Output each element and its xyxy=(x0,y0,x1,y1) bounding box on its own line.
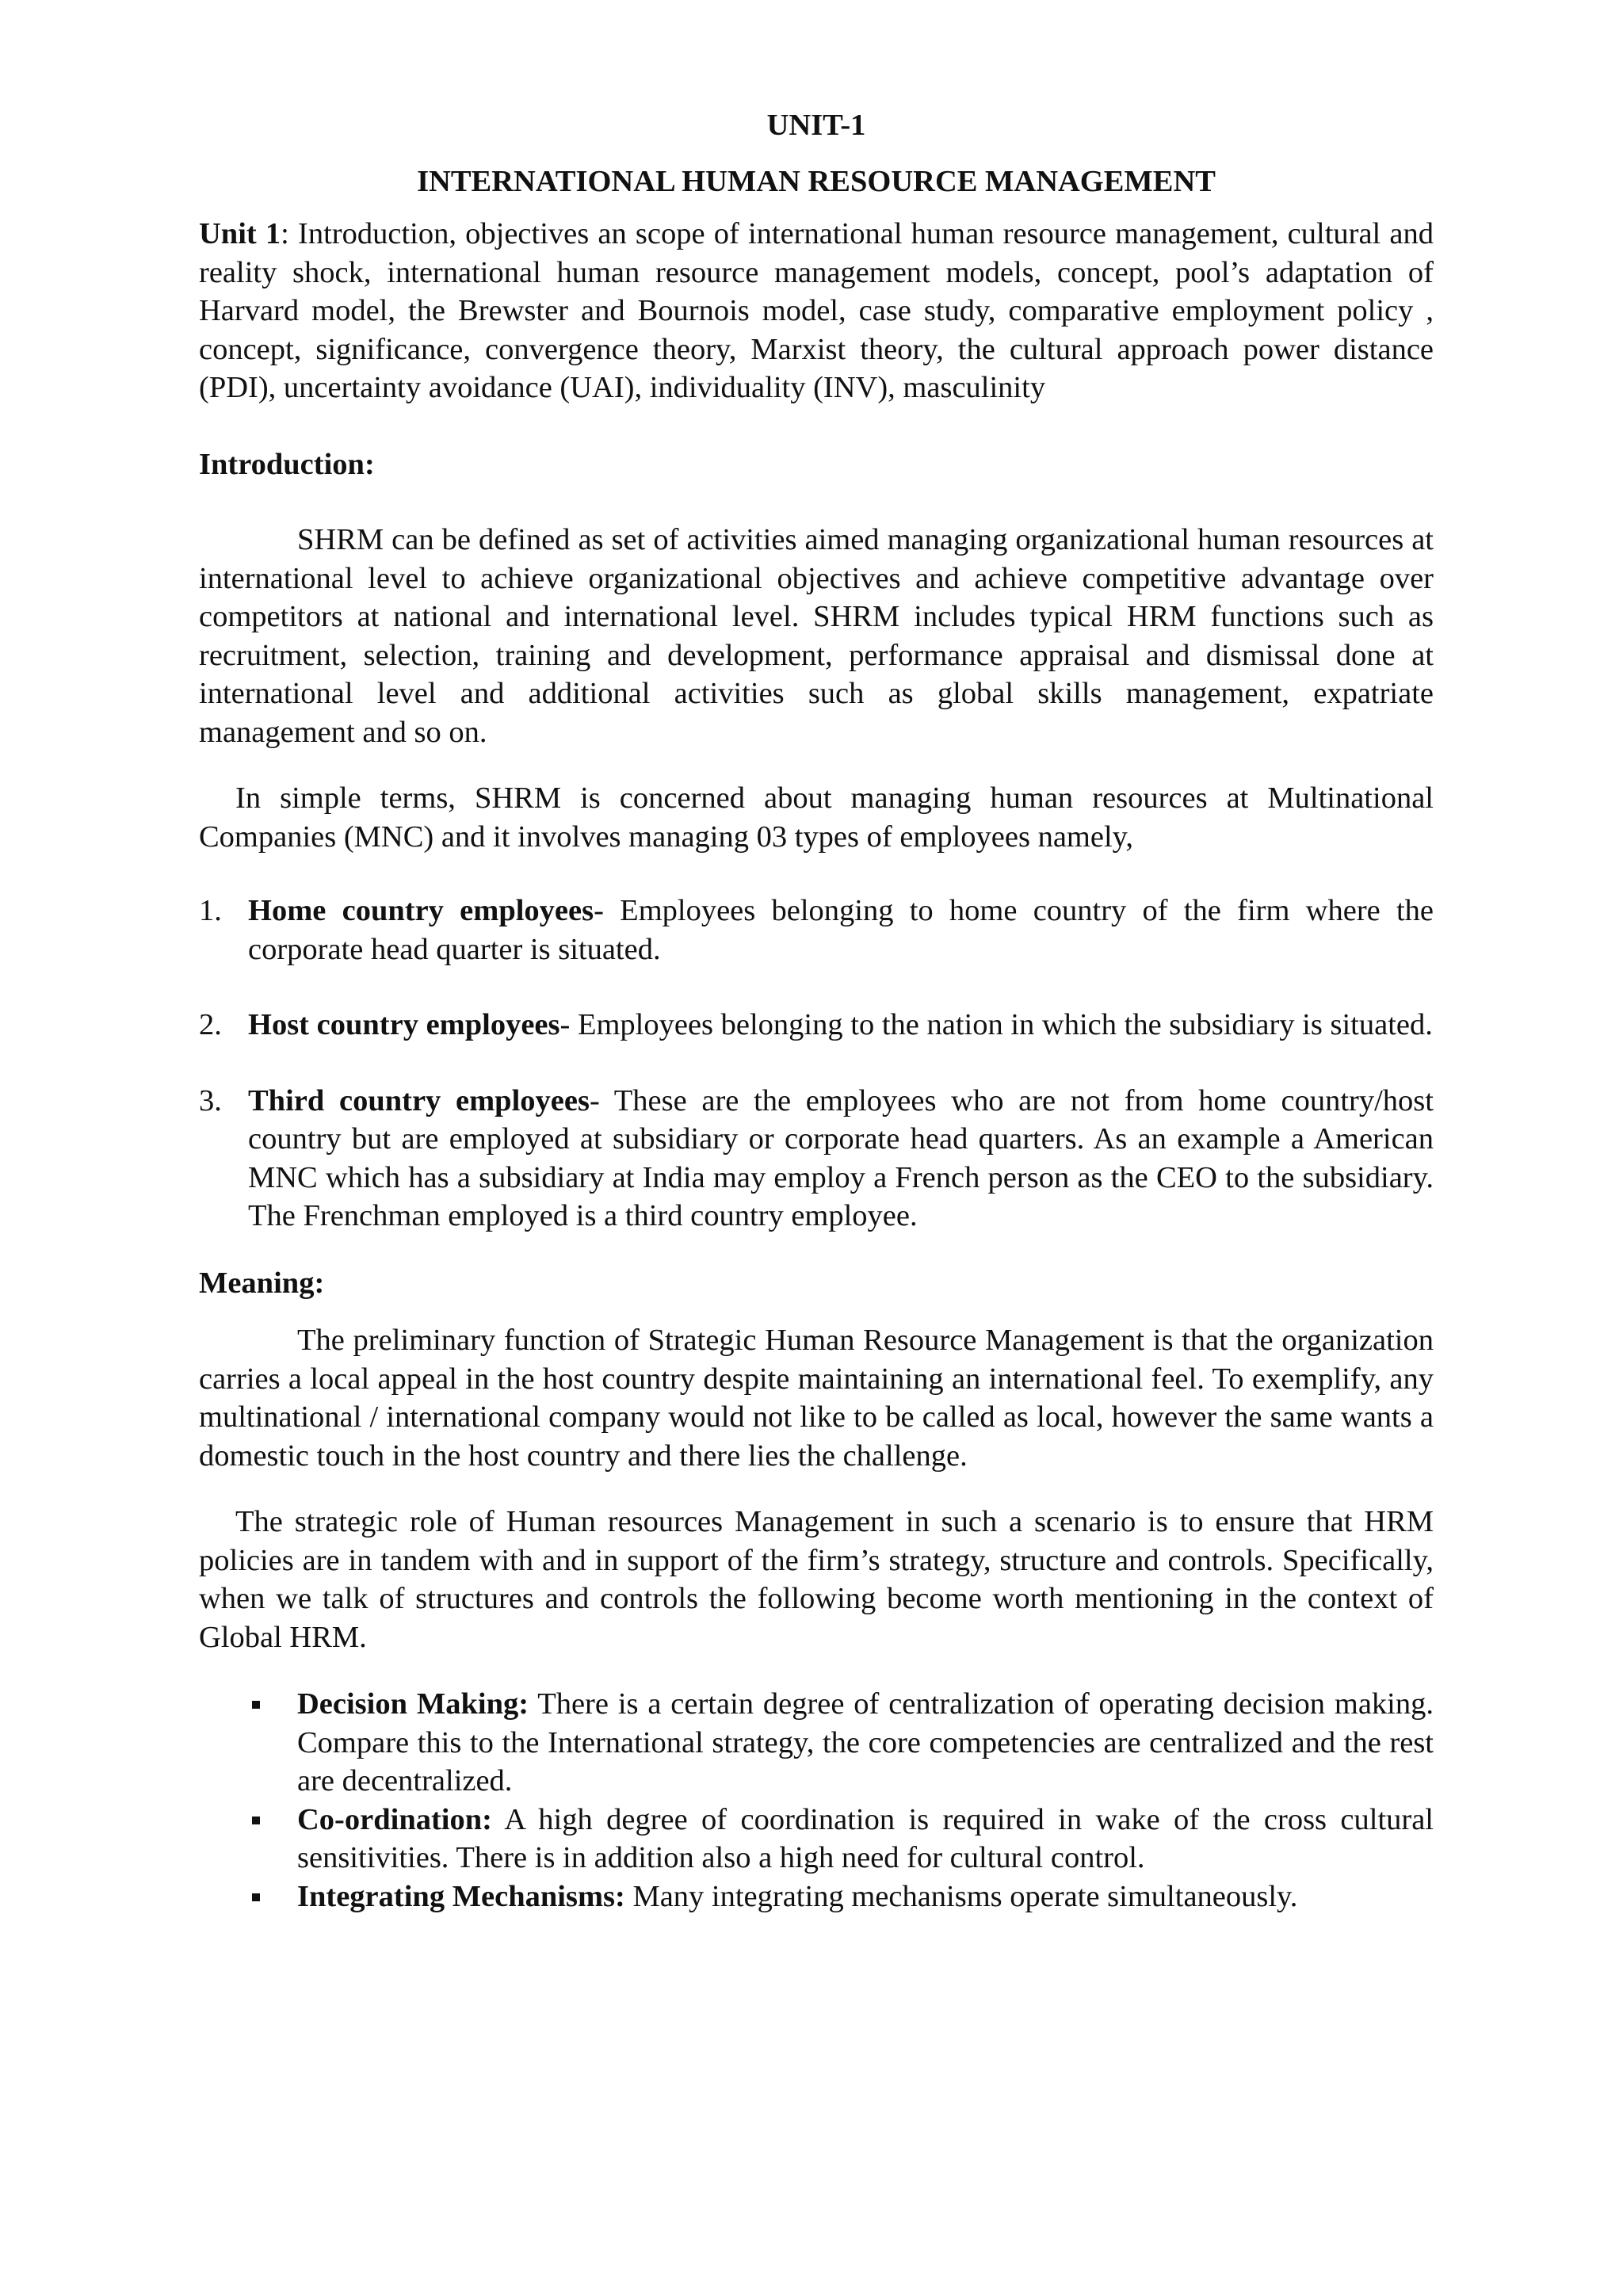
bullet-text: There is a certain degree of centralization of operating decision making. Compare this to the International strategy, the core competencies are centralized and the rest are decentralized. xyxy=(297,1687,1434,1797)
structure-bullet-list xyxy=(199,1685,1434,1916)
syllabus-text: : Introduction, objectives an scope of international human resource management, cultural and reality shock, international human resource management models, concept, pool’s adaptation of Harvard model, the Brewster and Bournois model, case study, comparative employment policy , concept, significance, convergence theory, Marxist theory, the cultural approach power distance (PDI), uncertainty avoidance (UAI), individuality (INV), masculinity xyxy=(199,217,1434,404)
meaning-heading: Meaning: xyxy=(199,1266,325,1300)
bullet-text: A high degree of coordination is required in wake of the cross cultural sensitivities. There is in addition also a high need for cultural control. xyxy=(297,1802,1434,1874)
list-number: 1. xyxy=(199,894,222,927)
square-bullet-icon xyxy=(252,1893,260,1901)
bullet-item xyxy=(199,1685,1434,1801)
square-bullet-icon xyxy=(252,1701,260,1709)
list-text: - Employees belonging to home country of the firm where the corporate head quarter is situated. xyxy=(248,894,1434,966)
list-term: Home country employees xyxy=(248,894,594,927)
bullet-text: Many integrating mechanisms operate simultaneously. xyxy=(624,1879,1298,1913)
meaning-paragraph-2: The strategic role of Human resources Management in such a scenario is to ensure that HRM policies are in tandem with and in support of the firm’s strategy, structure and controls. Specifically, when we talk of structures and controls the following become worth mentioning in the context of Global HRM. xyxy=(199,1505,1434,1654)
list-item xyxy=(199,1006,1434,1045)
list-text: - These are the employees who are not from home country/host country but are employed at subsidiary or corporate head quarters. As an example a American MNC which has a subsidiary at India may employ a French person as the CEO to the subsidiary. The Frenchman employed is a third country employee. xyxy=(248,1083,1434,1232)
meaning-paragraph-1: The preliminary function of Strategic Human Resource Management is that the organization carries a local appeal in the host country despite maintaining an international feel. To exemplify, any multinational / international company would not like to be called as local, however the same wants a domestic touch in the host country and there lies the challenge. xyxy=(199,1324,1434,1473)
square-bullet-icon xyxy=(252,1817,260,1824)
document-page xyxy=(199,103,1434,1916)
bullet-term: Integrating Mechanisms: xyxy=(297,1879,625,1913)
list-item xyxy=(199,1082,1434,1236)
list-item xyxy=(199,892,1434,968)
bullet-item xyxy=(199,1878,1434,1916)
unit-title: UNIT-1 xyxy=(766,109,866,142)
employee-types-list xyxy=(199,892,1434,1236)
document-title: INTERNATIONAL HUMAN RESOURCE MANAGEMENT xyxy=(417,164,1216,198)
list-term: Third country employees xyxy=(248,1083,590,1117)
list-term: Host country employees xyxy=(248,1008,560,1041)
syllabus-paragraph xyxy=(199,215,1434,407)
list-number: 3. xyxy=(199,1083,222,1117)
introduction-heading: Introduction: xyxy=(199,447,375,481)
introduction-paragraph-1: SHRM can be defined as set of activities aimed managing organizational human resources at international level to achieve organizational objectives and achieve competitive advantage over competitors at national and international level. SHRM includes typical HRM functions such as recruitment, selection, training and development, performance appraisal and dismissal done at international level and additional activities such as global skills management, expatriate management and so on. xyxy=(199,523,1434,749)
bullet-term: Decision Making: xyxy=(297,1687,529,1721)
introduction-paragraph-2: In simple terms, SHRM is concerned about managing human resources at Multinational Companies (MNC) and it involves managing 03 types of employees namely, xyxy=(199,781,1434,854)
list-number: 2. xyxy=(199,1008,222,1041)
bullet-term: Co-ordination: xyxy=(297,1802,492,1836)
bullet-item xyxy=(199,1801,1434,1878)
list-text: - Employees belonging to the nation in which the subsidiary is situated. xyxy=(559,1008,1433,1041)
syllabus-label: Unit 1 xyxy=(199,217,281,250)
